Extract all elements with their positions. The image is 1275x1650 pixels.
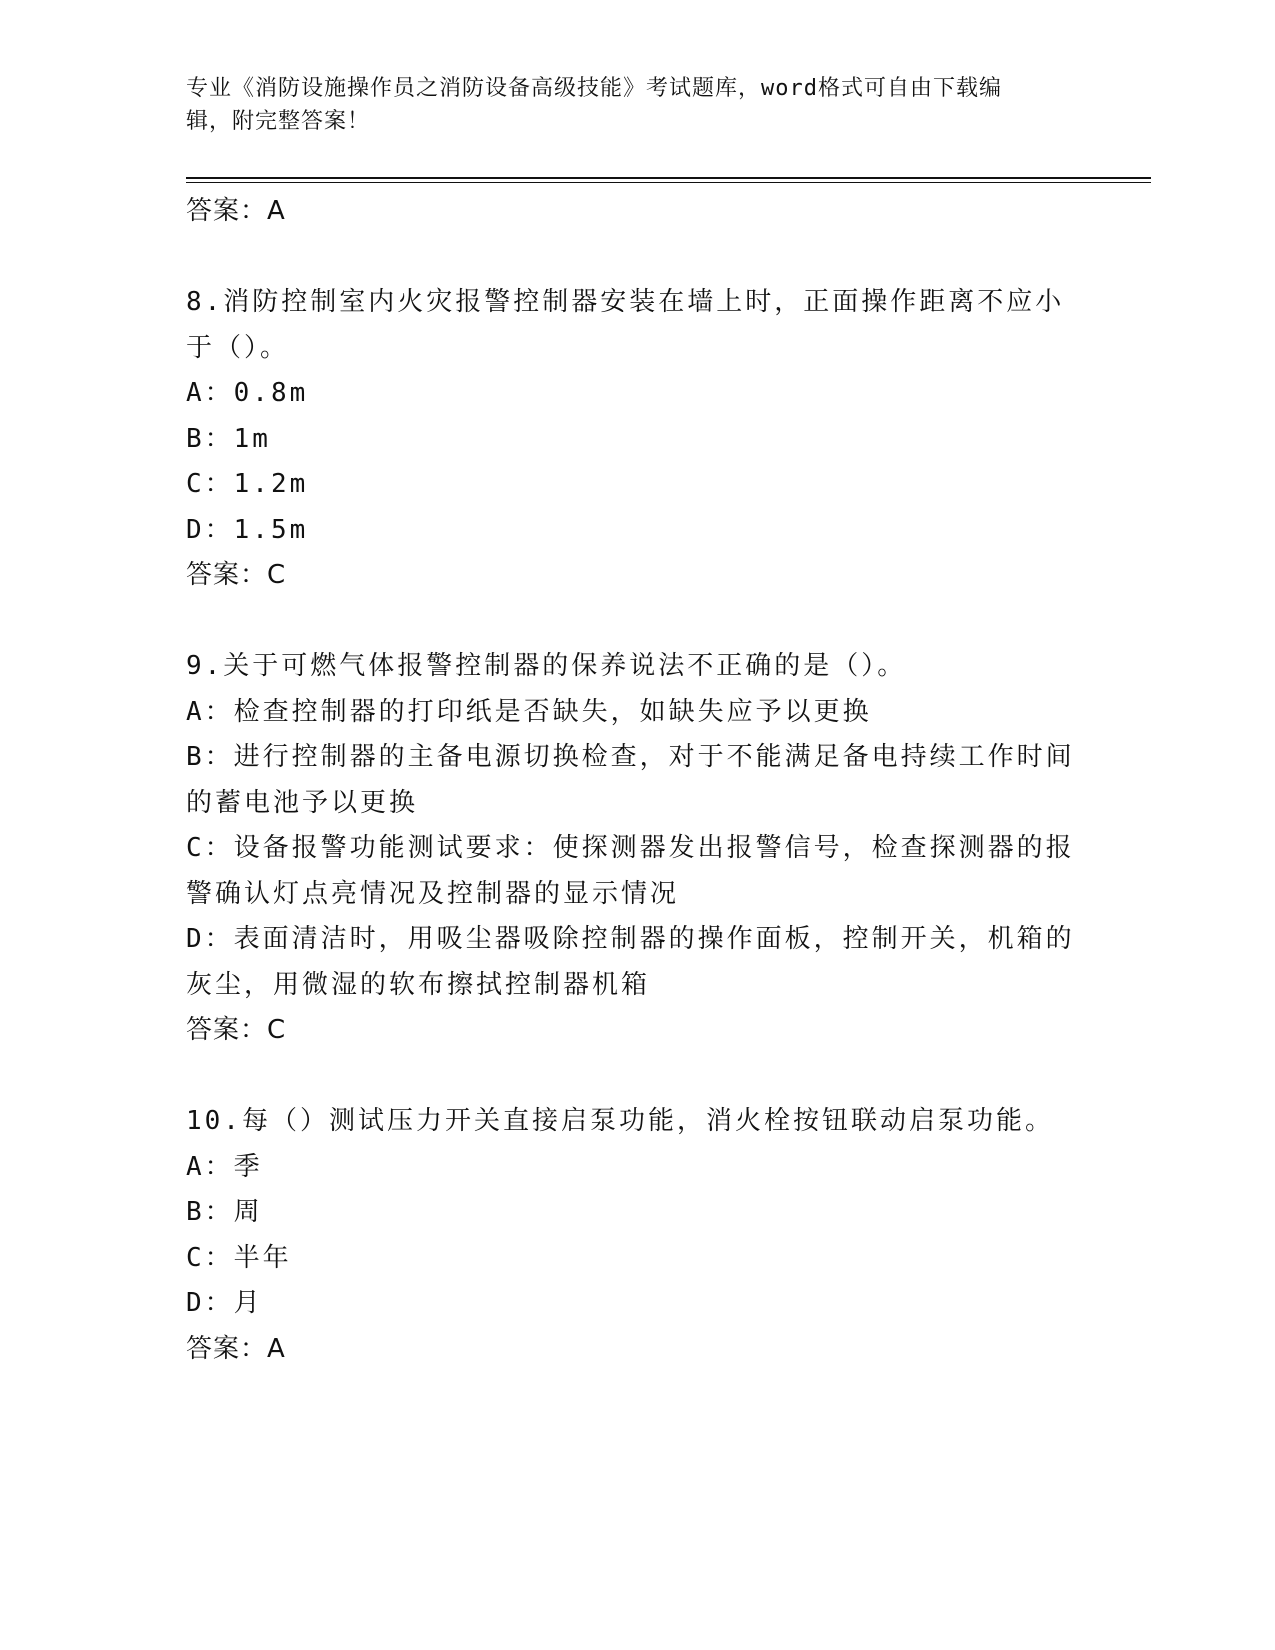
- question-stem: 于（）。: [186, 332, 290, 363]
- spacer: [186, 1054, 1086, 1100]
- option-c: C：半年: [186, 1242, 292, 1273]
- option-a: A：0.8m: [186, 378, 309, 408]
- option-c-continued: 警确认灯点亮情况及控制器的显示情况: [186, 878, 680, 909]
- answer: 答案：C: [186, 1015, 287, 1045]
- question-8: [186, 280, 1086, 599]
- option-d-continued: 灰尘，用微湿的软布擦拭控制器机箱: [186, 969, 651, 1000]
- question-9: [186, 644, 1086, 1054]
- option-c: C：设备报警功能测试要求：使探测器发出报警信号，检查探测器的报: [186, 833, 1075, 863]
- question-10: [186, 1099, 1086, 1372]
- answer: 答案：C: [186, 560, 287, 590]
- question-content: [186, 189, 1086, 1372]
- option-b: B：周: [186, 1197, 263, 1227]
- header-line-2: 辑，附完整答案！: [186, 109, 371, 134]
- option-b: B：1m: [186, 423, 271, 454]
- question-stem: 8.消防控制室内火灾报警控制器安装在墙上时，正面操作距离不应小: [186, 287, 1065, 317]
- option-b-continued: 的蓄电池予以更换: [186, 787, 419, 818]
- previous-answer: 答案：A: [186, 196, 286, 226]
- option-a: A：检查控制器的打印纸是否缺失，如缺失应予以更换: [186, 696, 872, 727]
- question-stem: 10.每（）测试压力开关直接启泵功能，消火栓按钮联动启泵功能。: [186, 1106, 1054, 1136]
- option-b: B：进行控制器的主备电源切换检查，对于不能满足备电持续工作时间: [186, 742, 1075, 772]
- option-c: C：1.2m: [186, 469, 309, 499]
- spacer: [186, 599, 1086, 645]
- answer: 答案：A: [186, 1333, 286, 1364]
- option-d: D：1.5m: [186, 514, 309, 545]
- document-header: [186, 72, 1066, 138]
- option-d: D：表面清洁时，用吸尘器吸除控制器的操作面板，控制开关，机箱的: [186, 924, 1075, 954]
- option-a: A：季: [186, 1151, 263, 1182]
- question-stem: 9.关于可燃气体报警控制器的保养说法不正确的是（）。: [186, 651, 907, 681]
- spacer: [186, 235, 1086, 281]
- option-d: D：月: [186, 1288, 263, 1318]
- header-line-1: 专业《消防设施操作员之消防设备高级技能》考试题库，word格式可自由下载编: [186, 76, 1002, 101]
- header-divider-thin: [186, 182, 1151, 183]
- header-divider-thick: [186, 177, 1151, 179]
